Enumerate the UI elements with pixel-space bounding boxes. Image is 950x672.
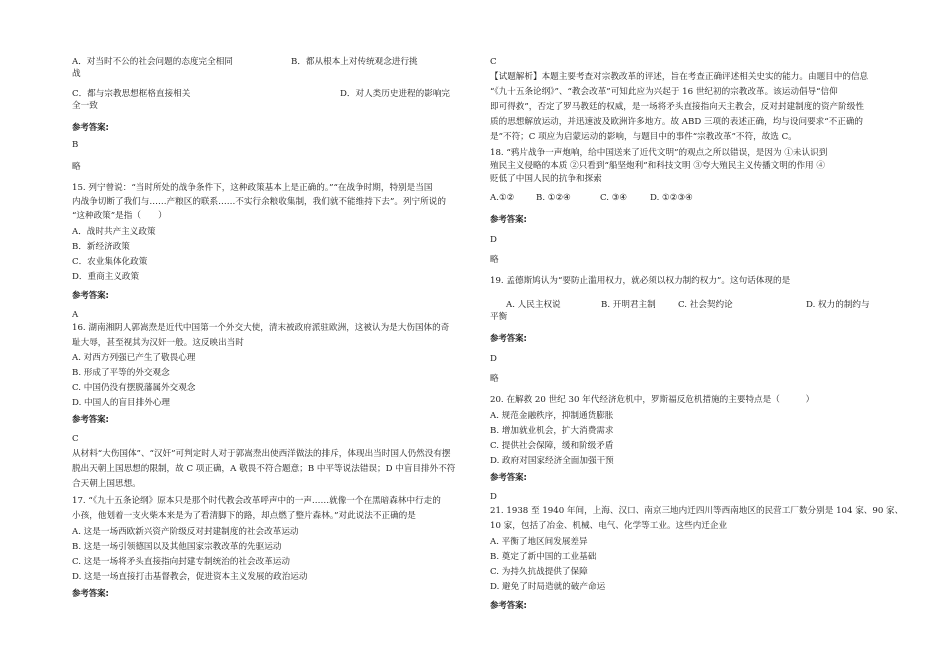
q21-option-a: A. 平衡了地区间发展差异 bbox=[490, 537, 588, 547]
q18-option-b: B. ①②④ bbox=[536, 193, 571, 203]
q15-stem-2: 内战争切断了我们与……产粮区的联系……不实行余粮收集制，我们就不能维持下去”。列宁所说的 bbox=[72, 197, 446, 207]
q15-answer-label: 参考答案: bbox=[72, 290, 109, 300]
q17-stem-1: 17. “《九十五条论纲》原本只是那个时代教会改革呼声中的一声……就像一个在黑暗森林中行走的 bbox=[72, 496, 441, 506]
q21-stem-2: 10 家，包括了冶金、机械、电气、化学等工业。这些内迁企业 bbox=[490, 521, 728, 531]
q17-explanation-3: 即可得救”，否定了罗马教廷的权威，是一场将矛头直接指向天主教会，反对封建制度的资产阶级性 bbox=[490, 102, 864, 112]
q14-option-a: A．对当时不公的社会问题的态度完全相同 bbox=[72, 57, 233, 67]
q19-option-d: D. 权力的制约与 bbox=[806, 300, 870, 310]
q14-answer-label: 参考答案: bbox=[72, 122, 109, 132]
q16-option-a: A. 对西方列强已产生了敬畏心理 bbox=[72, 353, 196, 363]
q21-option-b: B. 奠定了新中国的工业基础 bbox=[490, 552, 597, 562]
q20-option-b: B. 增加就业机会，扩大消费需求 bbox=[490, 426, 614, 436]
q17-explanation-1: 【试题解析】本题主要考查对宗教改革的评述，旨在考查正确评述相关史实的能力。由题目中的信息 bbox=[490, 72, 869, 82]
q19-option-c: C. 社会契约论 bbox=[678, 300, 733, 310]
q16-explanation-1: 从材料“大伤国体”、“汉奸”可判定时人对于郭嵩焘出使西洋做法的排斥，体现出当时国人仍然没有摆 bbox=[72, 449, 451, 459]
q20-option-a: A. 规范金融秩序，抑制通货膨胀 bbox=[490, 411, 614, 421]
q15-option-c: C．农业集体化政策 bbox=[72, 257, 148, 267]
q17-option-b: B. 这是一场引领德国以及其他国家宗教改革的先驱运动 bbox=[72, 542, 282, 552]
q16-stem-2: 耻大辱，甚至视其为汉奸一般。这反映出当时 bbox=[72, 338, 244, 348]
q17-stem-2: 小孩，他划着一支火柴本来是为了看清脚下的路，却点燃了整片森林。”对此说法不正确的是 bbox=[72, 511, 416, 521]
q14-note: 略 bbox=[72, 162, 81, 172]
q14-answer: B bbox=[72, 140, 79, 150]
q21-option-d: D. 避免了时局造就的破产命运 bbox=[490, 582, 606, 592]
q15-option-d: D．重商主义政策 bbox=[72, 272, 140, 282]
q20-stem: 20. 在解救 20 世纪 30 年代经济危机中，罗斯福反危机措施的主要特点是（ ） bbox=[490, 395, 815, 405]
q17-explanation-2: “《九十五条论纲》”、“教会改革”可知此应为兴起于 16 世纪初的宗教改革。该运动倡导“信仰 bbox=[490, 87, 838, 97]
q14-option-c-cont: 全一致 bbox=[72, 101, 98, 111]
q19-option-b: B. 开明君主制 bbox=[601, 300, 656, 310]
q17-option-d: D. 这是一场直接打击基督教会，促进资本主义发展的政治运动 bbox=[72, 572, 308, 582]
q16-answer-label: 参考答案: bbox=[72, 414, 109, 424]
q18-option-a: A.①② bbox=[490, 193, 515, 203]
q21-stem-1: 21. 1938 至 1940 年间，上海、汉口、南京三地内迁四川等西南地区的民营工厂数分别是 104 家、90 家、 bbox=[490, 506, 904, 516]
q18-note: 略 bbox=[490, 255, 499, 265]
q17-option-a: A. 这是一场西欧新兴资产阶级反对封建制度的社会改革运动 bbox=[72, 527, 299, 537]
q14-option-a-cont: 战 bbox=[72, 69, 81, 79]
q16-explanation-3: 合天朝上国思想。 bbox=[72, 479, 141, 489]
q17-explanation-5: 是”不符；C 项应为启蒙运动的影响，与题目中的事件“宗教改革”不符，故选 C。 bbox=[490, 132, 797, 142]
q20-answer-label: 参考答案: bbox=[490, 472, 527, 482]
q18-stem-1: 18. “鸦片战争一声炮响，给中国送来了近代文明”的观点之所以错误，是因为 ①未认识到 bbox=[490, 148, 828, 158]
q14-option-c: C．都与宗教思想框格直接相关 bbox=[72, 89, 191, 99]
q21-option-c: C. 为持久抗战提供了保障 bbox=[490, 567, 588, 577]
q17-option-c: C. 这是一场将矛头直接指向封建专制统治的社会改革运动 bbox=[72, 557, 290, 567]
q21-answer-label: 参考答案: bbox=[490, 600, 527, 610]
q16-answer: C bbox=[72, 434, 79, 444]
q17-answer: C bbox=[490, 57, 497, 67]
q18-option-c: C. ③④ bbox=[600, 193, 628, 203]
q18-stem-3: 贬低了中国人民的抗争和探索 bbox=[490, 174, 602, 184]
q18-stem-2: 殖民主义侵略的本质 ②只看到“船坚炮利”和科技文明 ③夸大殖民主义传播文明的作用 ④ bbox=[490, 161, 825, 171]
q15-option-a: A．战时共产主义政策 bbox=[72, 227, 156, 237]
q19-answer-label: 参考答案: bbox=[490, 333, 527, 343]
q16-option-d: D. 中国人的盲目排外心理 bbox=[72, 398, 170, 408]
q20-option-d: D. 政府对国家经济全面加强干预 bbox=[490, 456, 614, 466]
q16-stem-1: 16. 湖南湘阴人郭嵩焘是近代中国第一个外交大使，清末被政府派驻欧洲，这被认为是大伤国体的奇 bbox=[72, 323, 450, 333]
q16-option-b: B. 形成了平等的外交观念 bbox=[72, 368, 170, 378]
q20-answer: D bbox=[490, 492, 497, 502]
q19-option-d-cont: 平衡 bbox=[490, 312, 508, 322]
q17-answer-label: 参考答案: bbox=[72, 588, 109, 598]
q20-option-c: C. 提供社会保障，缓和阶级矛盾 bbox=[490, 441, 614, 451]
q14-option-b: B．都从根本上对传统观念进行挑 bbox=[291, 57, 418, 67]
q18-answer-label: 参考答案: bbox=[490, 214, 527, 224]
q19-option-a: A. 人民主权说 bbox=[506, 300, 561, 310]
q15-answer: A bbox=[72, 310, 79, 320]
q19-stem: 19. 孟德斯鸠认为“要防止滥用权力，就必须以权力制约权力”。这句话体现的是 bbox=[490, 276, 791, 286]
q15-stem-3: “这种政策”是指（ ） bbox=[72, 211, 167, 221]
q19-note: 略 bbox=[490, 374, 499, 384]
q14-option-d: D．对人类历史进程的影响完 bbox=[340, 89, 451, 99]
q18-answer: D bbox=[490, 235, 497, 245]
q15-stem-1: 15. 列宁曾说：“当时所处的战争条件下，这种政策基本上是正确的。”“在战争时期，特别是当国 bbox=[72, 183, 433, 193]
q16-option-c: C. 中国仍没有摆脱藩属外交观念 bbox=[72, 383, 196, 393]
q16-explanation-2: 脱出天朝上国思想的限制，故 C 项正确，A 敬畏不符合题意；B 中平等说法错误；D 中盲目排外不符 bbox=[72, 464, 456, 474]
q19-answer: D bbox=[490, 354, 497, 364]
q18-option-d: D. ①②③④ bbox=[650, 193, 693, 203]
q15-option-b: B．新经济政策 bbox=[72, 242, 130, 252]
q17-explanation-4: 质的思想解放运动，并迅速波及欧洲许多地方。故 ABD 三项的表述正确，均与设问要求“不正确的 bbox=[490, 117, 864, 127]
